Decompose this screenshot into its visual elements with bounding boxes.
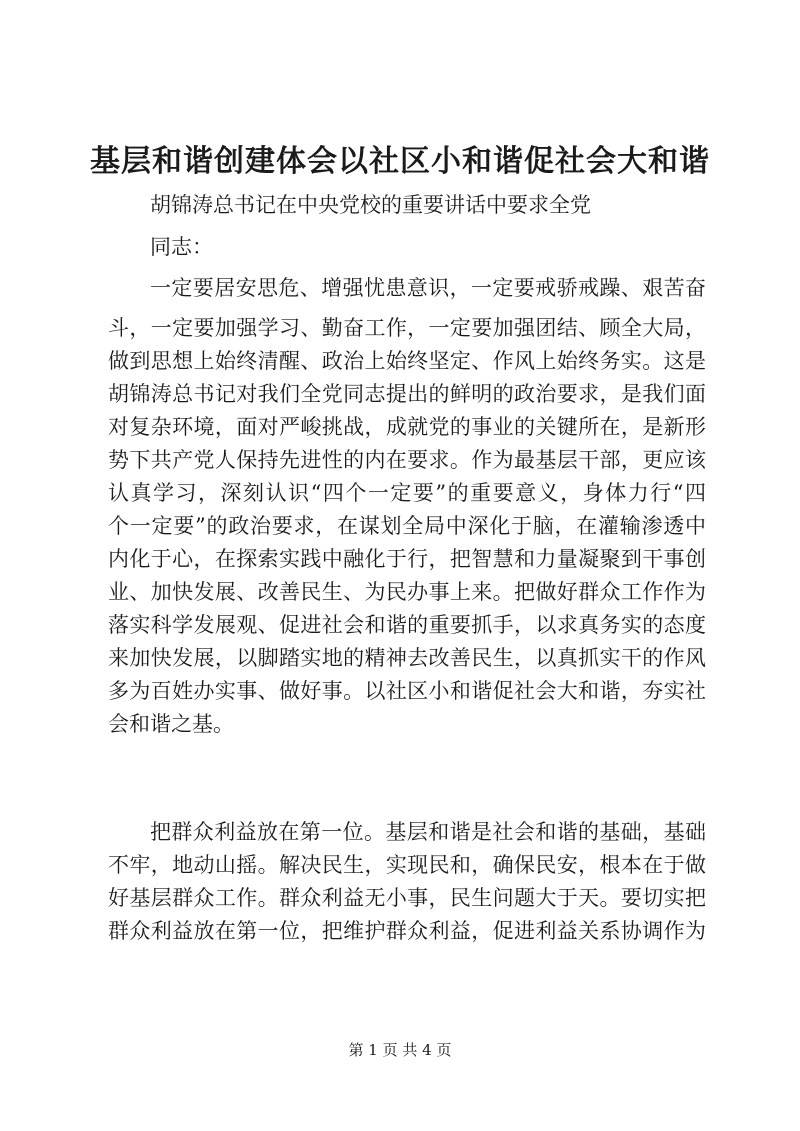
page-number-footer: 第 1 页 共 4 页 bbox=[348, 1041, 452, 1059]
paragraph-line: 好基层群众工作。群众利益无小事，民生问题大于天。要切实把 bbox=[108, 886, 706, 910]
paragraph-line: 对复杂环境，面对严峻挑战，成就党的事业的关键所在，是新形 bbox=[108, 415, 706, 439]
paragraph-line: 来加快发展，以脚踏实地的精神去改善民生，以真抓实干的作风 bbox=[108, 646, 706, 670]
paragraph-line: 胡锦涛总书记对我们全党同志提出的鲜明的政治要求，是我们面 bbox=[108, 382, 706, 406]
intro-line: 胡锦涛总书记在中央党校的重要讲话中要求全党 bbox=[150, 193, 591, 217]
paragraph-line: 认真学习，深刻认识“四个一定要”的重要意义，身体力行“四 bbox=[108, 481, 706, 505]
paragraph-line: 势下共产党人保持先进性的内在要求。作为最基层干部，更应该 bbox=[108, 448, 706, 472]
paragraph-line: 个一定要”的政治要求，在谋划全局中深化于脑，在灌输渗透中 bbox=[108, 514, 706, 538]
paragraph-line: 做到思想上始终清醒、政治上始终坚定、作风上始终务实。这是 bbox=[108, 349, 706, 373]
paragraph-line: 斗，一定要加强学习、勤奋工作，一定要加强团结、顾全大局， bbox=[108, 316, 706, 340]
paragraph-line: 业、加快发展、改善民生、为民办事上来。把做好群众工作作为 bbox=[108, 580, 706, 604]
paragraph-line: 会和谐之基。 bbox=[108, 712, 234, 736]
paragraph-line: 内化于心，在探索实践中融化于行，把智慧和力量凝聚到干事创 bbox=[108, 547, 706, 571]
paragraph-line: 一定要居安思危、增强忧患意识，一定要戒骄戒躁、艰苦奋 bbox=[150, 276, 706, 300]
paragraph-line: 多为百姓办实事、做好事。以社区小和谐促社会大和谐，夯实社 bbox=[108, 679, 706, 703]
intro-line: 同志： bbox=[150, 235, 213, 259]
document-title: 基层和谐创建体会以社区小和谐促社会大和谐 bbox=[90, 144, 710, 179]
paragraph-line: 不牢，地动山摇。解决民生，实现民和，确保民安，根本在于做 bbox=[108, 853, 706, 877]
paragraph-line: 群众利益放在第一位，把维护群众利益，促进利益关系协调作为 bbox=[108, 919, 706, 943]
paragraph-line: 落实科学发展观、促进社会和谐的重要抓手，以求真务实的态度 bbox=[108, 613, 706, 637]
paragraph-line: 把群众利益放在第一位。基层和谐是社会和谐的基础，基础 bbox=[150, 820, 706, 844]
